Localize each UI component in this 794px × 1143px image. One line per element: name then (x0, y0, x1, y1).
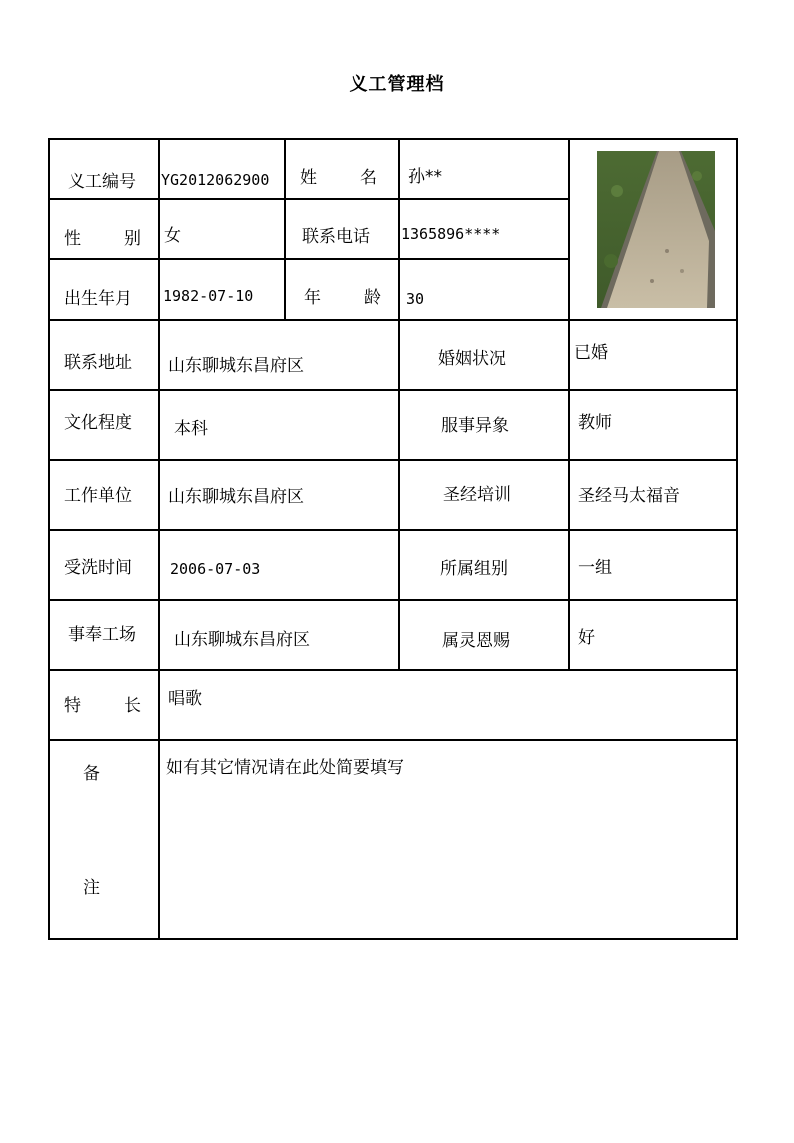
spiritual-gift-label: 属灵恩赐 (442, 631, 510, 651)
remarks-label-part2: 注 (83, 878, 100, 898)
group-value: 一组 (578, 558, 612, 578)
address-value: 山东聊城东昌府区 (168, 356, 304, 376)
name-label-part2: 名 (360, 168, 377, 188)
service-place-label: 事奉工场 (68, 625, 136, 645)
row-divider (50, 739, 736, 741)
volunteer-no-value: YG2012062900 (161, 171, 270, 189)
column-divider (284, 140, 286, 319)
photo-image-icon (597, 151, 715, 308)
bible-training-label: 圣经培训 (443, 485, 511, 505)
birth-value: 1982-07-10 (163, 287, 254, 305)
workplace-value: 山东聊城东昌府区 (168, 487, 304, 507)
row-divider (50, 258, 569, 260)
phone-label: 联系电话 (302, 227, 370, 247)
document-title: 义工管理档 (349, 74, 445, 95)
baptism-value: 2006-07-03 (170, 560, 261, 578)
gender-label-part1: 性 (64, 229, 81, 249)
education-label: 文化程度 (64, 413, 132, 433)
column-divider (398, 140, 400, 669)
row-divider (50, 319, 736, 321)
specialty-label-part1: 特 (64, 696, 81, 716)
specialty-label-part2: 长 (124, 696, 141, 716)
volunteer-form-table (48, 138, 738, 940)
ministry-value: 教师 (578, 413, 612, 433)
volunteer-no-label: 义工编号 (68, 172, 136, 192)
row-divider (50, 389, 736, 391)
gender-label-part2: 别 (124, 229, 141, 249)
row-divider (50, 599, 736, 601)
age-value: 30 (406, 290, 425, 308)
age-label-part1: 年 (304, 288, 321, 308)
ministry-label: 服事异象 (441, 416, 509, 436)
row-divider (50, 459, 736, 461)
volunteer-photo (597, 151, 715, 308)
address-label: 联系地址 (64, 353, 132, 373)
marital-value: 已婚 (574, 343, 608, 363)
remarks-value: 如有其它情况请在此处简要填写 (166, 758, 404, 778)
education-value: 本科 (174, 419, 208, 439)
remarks-label-part1: 备 (83, 764, 100, 784)
group-label: 所属组别 (440, 559, 508, 579)
column-divider (158, 140, 160, 938)
birth-label: 出生年月 (64, 289, 132, 309)
spiritual-gift-value: 好 (578, 628, 595, 648)
row-divider (50, 529, 736, 531)
column-divider (568, 140, 570, 669)
row-divider (50, 669, 736, 671)
service-place-value: 山东聊城东昌府区 (174, 630, 310, 650)
name-label-part1: 姓 (300, 168, 317, 188)
specialty-value: 唱歌 (168, 689, 202, 709)
age-label-part2: 龄 (364, 288, 381, 308)
phone-value: 1365896**** (401, 225, 501, 243)
marital-label: 婚姻状况 (438, 349, 506, 369)
name-value: 孙** (408, 167, 442, 187)
bible-training-value: 圣经马太福音 (578, 486, 680, 506)
row-divider (50, 198, 569, 200)
baptism-label: 受洗时间 (64, 558, 132, 578)
workplace-label: 工作单位 (64, 486, 132, 506)
gender-value: 女 (164, 226, 181, 246)
